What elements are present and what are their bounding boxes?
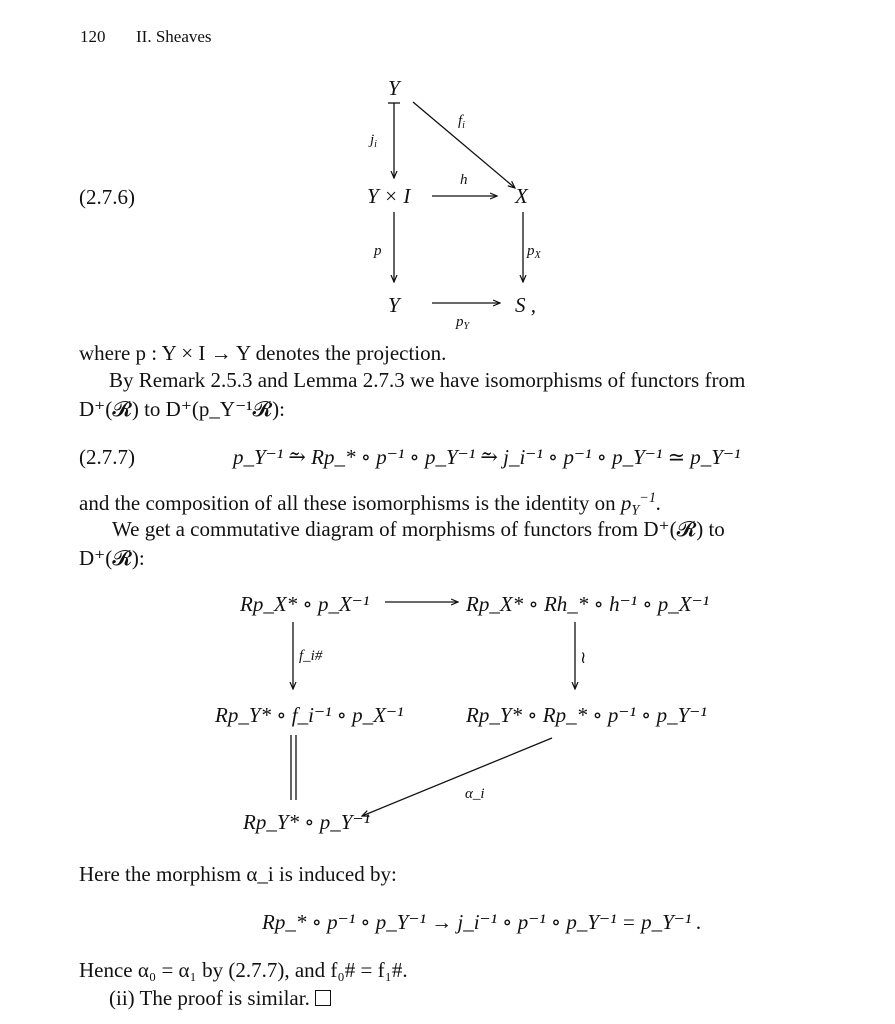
node-mid-left: Y × I <box>367 184 411 208</box>
arrow-alpha <box>362 738 552 816</box>
page-number: 120 <box>80 27 106 46</box>
running-title: II. Sheaves <box>136 27 212 46</box>
label-p: p <box>374 243 382 259</box>
label-f-sharp: f_i# <box>299 648 323 664</box>
node-ml: Rp_Y* ∘ f_i⁻¹ ∘ p_X⁻¹ <box>215 703 404 727</box>
node-bl: Rp_Y* ∘ p_Y⁻¹ <box>243 810 370 834</box>
ii-line: (ii) The proof is similar. <box>109 986 331 1011</box>
label-px: $p_X$ <box>527 243 541 262</box>
node-tl: Rp_X* ∘ p_X⁻¹ <box>240 592 370 616</box>
and-the-line: and the composition of all these isomorphisms is the identity on $p_Y^{-1}$. <box>79 490 662 519</box>
we-get-line: We get a commutative diagram of morphisms of functors from D⁺(𝓡) to <box>112 517 725 541</box>
node-mr: Rp_Y* ∘ Rp_* ∘ p⁻¹ ∘ p_Y⁻¹ <box>466 703 707 727</box>
label-alpha: α_i <box>465 786 485 802</box>
node-top: Y <box>388 76 400 100</box>
equation-number-2-7-7: (2.7.7) <box>79 445 135 469</box>
label-h: h <box>460 172 468 188</box>
qed-square <box>315 990 331 1006</box>
we-get-line-2: D⁺(𝓡): <box>79 546 145 570</box>
equation-2-7-7: p_Y⁻¹ ⥲ Rp_* ∘ p⁻¹ ∘ p_Y⁻¹ ⥲ j_i⁻¹ ∘ p⁻¹ ∘ p_Y⁻¹ ≃ p_Y⁻¹ <box>233 445 741 469</box>
label-py: $p_Y$ <box>456 314 470 333</box>
equation-induced: Rp_* ∘ p⁻¹ ∘ p_Y⁻¹ → j_i⁻¹ ∘ p⁻¹ ∘ p_Y⁻¹ = p_Y⁻¹ . <box>262 910 702 934</box>
equation-number-2-7-6: (2.7.6) <box>79 185 135 209</box>
label-f: $f_i$ <box>458 113 466 132</box>
where-line: where p : Y × I → Y denotes the projection. <box>79 341 447 365</box>
node-mid-right: X <box>515 184 528 208</box>
from-to-line: D⁺(𝓡) to D⁺(p_Y⁻¹𝓡): <box>79 397 285 421</box>
hence-line: Hence α₀ = α₁ by (2.7.7), and f₀# = f₁#. <box>79 958 408 982</box>
node-tr: Rp_X* ∘ Rh_* ∘ h⁻¹ ∘ p_X⁻¹ <box>466 592 709 616</box>
label-iso: ≀ <box>580 648 587 667</box>
node-bottom-right: S , <box>515 293 536 317</box>
by-remark-line: By Remark 2.5.3 and Lemma 2.7.3 we have isomorphisms of functors from <box>109 368 746 392</box>
node-bottom-left: Y <box>388 293 400 317</box>
here-line: Here the morphism α_i is induced by: <box>79 862 397 886</box>
label-j: $j_i$ <box>370 132 378 151</box>
